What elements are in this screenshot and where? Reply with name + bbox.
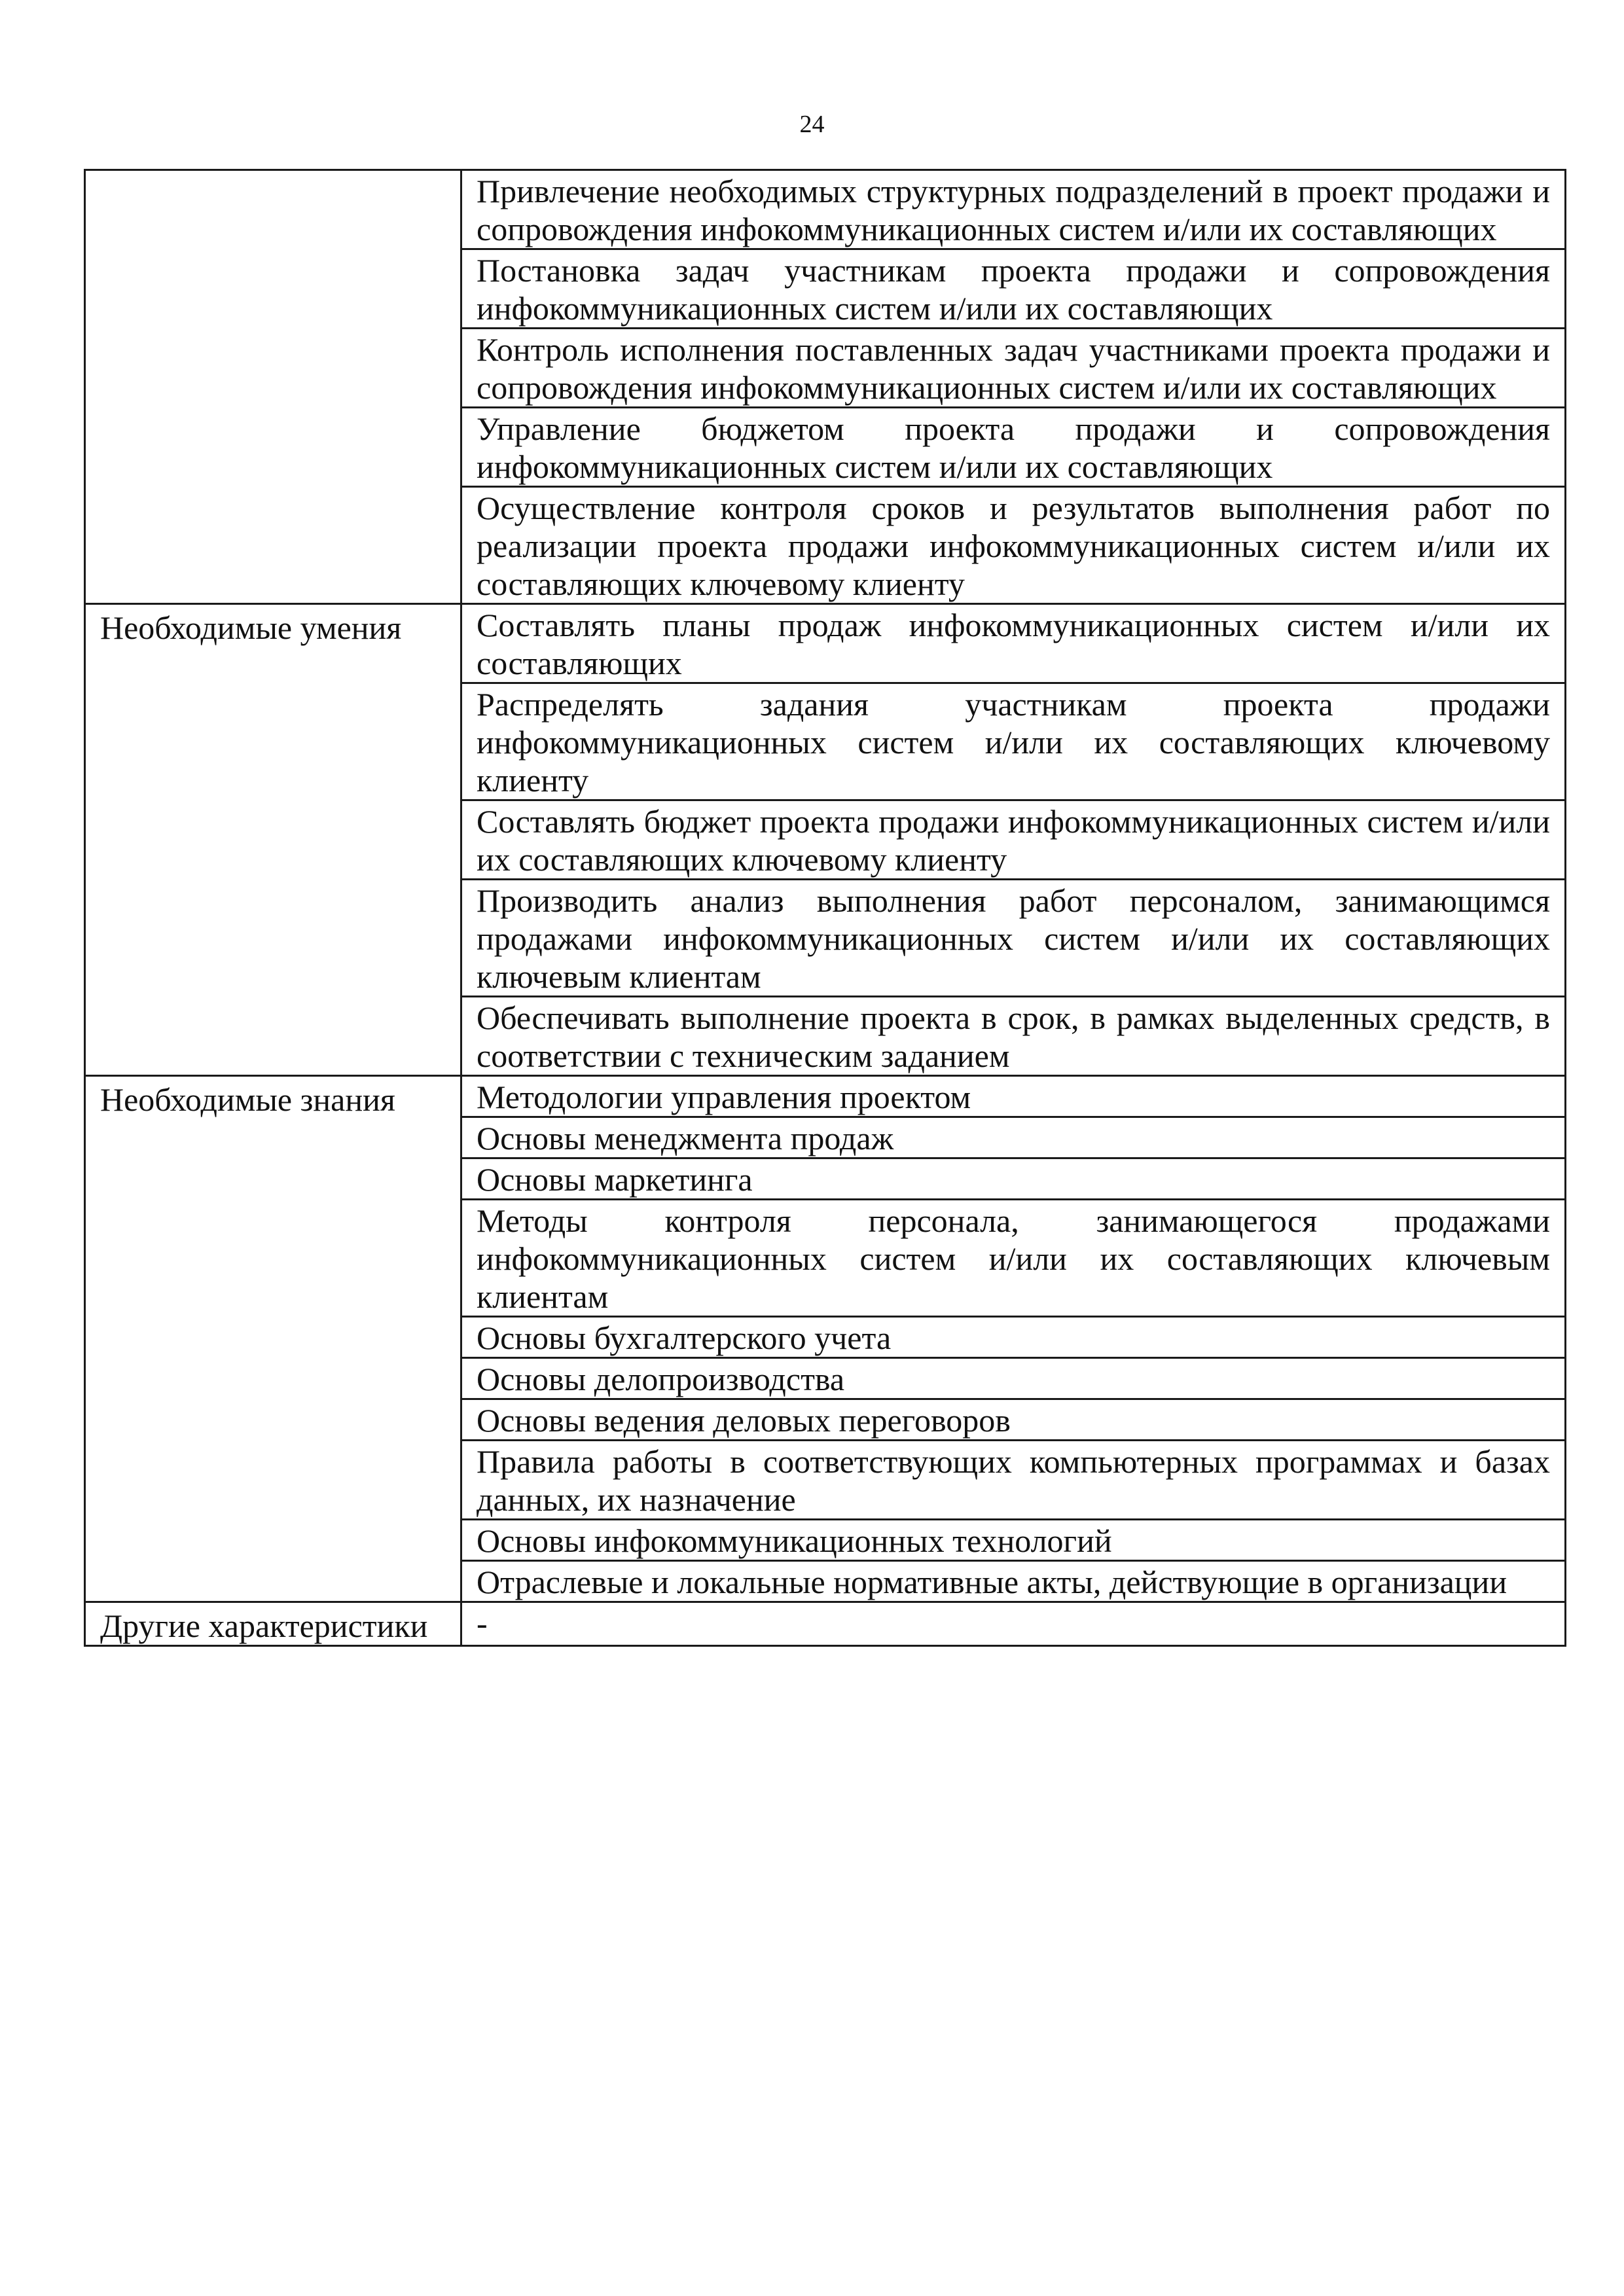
table-cell: Осуществление контроля сроков и результатов выполнения работ по реализации проекта продажи инфокоммуникационных систем и/или их составляющих ключевому клиенту xyxy=(461,487,1566,604)
table-cell: Распределять задания участникам проекта продажи инфокоммуникационных систем и/или их составляющих ключевому клиенту xyxy=(461,683,1566,800)
table-row xyxy=(85,604,1566,683)
table-row xyxy=(85,170,1566,249)
section-label-knowledge: Необходимые знания xyxy=(85,1076,461,1602)
section-label-other: Другие характеристики xyxy=(85,1602,461,1646)
table-cell: Методологии управления проектом xyxy=(461,1076,1566,1117)
section-label-continued xyxy=(85,170,461,604)
table-cell: Постановка задач участникам проекта продажи и сопровождения инфокоммуникационных систем и/или их составляющих xyxy=(461,249,1566,329)
table-cell: Составлять планы продаж инфокоммуникационных систем и/или их составляющих xyxy=(461,604,1566,683)
table-cell: Основы бухгалтерского учета xyxy=(461,1317,1566,1358)
table-cell: Основы менеджмента продаж xyxy=(461,1117,1566,1158)
table-cell: Отраслевые и локальные нормативные акты, действующие в организации xyxy=(461,1561,1566,1602)
table-cell: Производить анализ выполнения работ персоналом, занимающимся продажами инфокоммуникационных систем и/или их составляющих ключевым клиентам xyxy=(461,880,1566,997)
table-row xyxy=(85,1076,1566,1117)
table-cell: Обеспечивать выполнение проекта в срок, в рамках выделенных средств, в соответствии с техническим заданием xyxy=(461,997,1566,1076)
table-cell: Управление бюджетом проекта продажи и сопровождения инфокоммуникационных систем и/или их составляющих xyxy=(461,408,1566,487)
table-cell: Основы инфокоммуникационных технологий xyxy=(461,1520,1566,1561)
table-cell: Контроль исполнения поставленных задач участниками проекта продажи и сопровождения инфокоммуникационных систем и/или их составляющих xyxy=(461,329,1566,408)
page-number: 24 xyxy=(799,111,825,138)
competency-table xyxy=(84,169,1566,1647)
table-cell: Методы контроля персонала, занимающегося продажами инфокоммуникационных систем и/или их составляющих ключевым клиентам xyxy=(461,1200,1566,1317)
section-label-skills: Необходимые умения xyxy=(85,604,461,1076)
table-cell: Основы делопроизводства xyxy=(461,1358,1566,1399)
table-cell: - xyxy=(461,1602,1566,1646)
table-cell: Составлять бюджет проекта продажи инфокоммуникационных систем и/или их составляющих ключевому клиенту xyxy=(461,800,1566,880)
table-cell: Привлечение необходимых структурных подразделений в проект продажи и сопровождения инфокоммуникационных систем и/или их составляющих xyxy=(461,170,1566,249)
table-row xyxy=(85,1602,1566,1646)
table-cell: Основы маркетинга xyxy=(461,1158,1566,1200)
table-cell: Правила работы в соответствующих компьютерных программах и базах данных, их назначение xyxy=(461,1441,1566,1520)
table-cell: Основы ведения деловых переговоров xyxy=(461,1399,1566,1441)
